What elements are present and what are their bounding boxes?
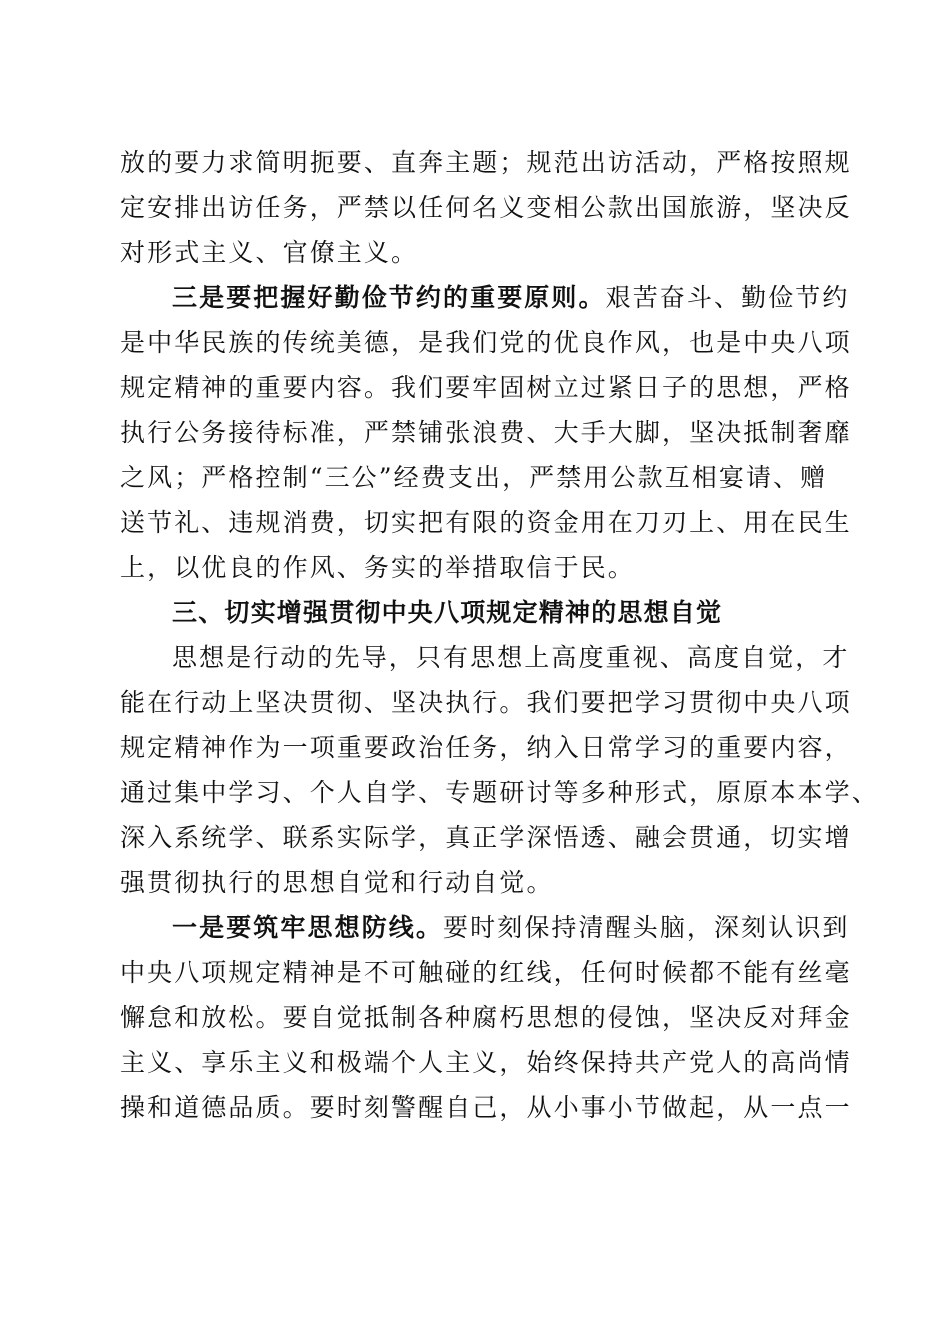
text-line: 深入系统学、联系实际学，真正学深悟透、融会贯通，切实增 [120,823,852,852]
paragraph-1 [120,140,852,275]
text-line [120,275,850,320]
text-line: 是中华民族的传统美德，是我们党的优良作风，也是中央八项 [120,328,852,357]
text-line: 能在行动上坚决贯彻、坚决执行。我们要把学习贯彻中央八项 [120,688,852,717]
text-line: 上，以优良的作风、务实的举措取信于民。 [120,553,635,582]
text-line [120,905,850,950]
paragraph-text: 要时刻保持清醒头脑，深刻认识到 [443,913,850,942]
text-line: 主义、享乐主义和极端个人主义，始终保持共产党人的高尚情 [120,1048,852,1077]
text-line: 强贯彻执行的思想自觉和行动自觉。 [120,868,554,897]
text-line: 操和道德品质。要时刻警醒自己，从小事小节做起，从一点一 [120,1093,852,1122]
text-line: 之风；严格控制“三公”经费支出，严禁用公款互相宴请、赠 [120,463,828,492]
text-line: 通过集中学习、个人自学、专题研讨等多种形式，原原本本学、 [120,778,879,807]
paragraph-lead: 三是要把握好勤俭节约的重要原则。 [172,283,606,312]
text-line: 送节礼、违规消费，切实把有限的资金用在刀刃上、用在民生 [120,508,852,537]
text-line: 中央八项规定精神是不可触碰的红线，任何时候都不能有丝毫 [120,958,852,987]
paragraph-text: 艰苦奋斗、勤俭节约 [605,283,850,312]
text-line: 懈怠和放松。要自觉抵制各种腐朽思想的侵蚀，坚决反对拜金 [120,1003,852,1032]
text-line: 规定精神作为一项重要政治任务，纳入日常学习的重要内容， [120,733,852,762]
text-line: 定安排出访任务，严禁以任何名义变相公款出国旅游，坚决反 [120,193,852,222]
text-line: 执行公务接待标准，严禁铺张浪费、大手大脚，坚决抵制奢靡 [120,418,852,447]
text-line: 思想是行动的先导，只有思想上高度重视、高度自觉，才 [172,643,850,672]
paragraph-2 [120,275,852,590]
text-line: 放的要力求简明扼要、直奔主题；规范出访活动，严格按照规 [120,148,852,177]
section-heading: 三、切实增强贯彻中央八项规定精神的思想自觉 [172,598,723,627]
text-line: 规定精神的重要内容。我们要牢固树立过紧日子的思想，严格 [120,373,852,402]
paragraph-3 [120,635,879,905]
paragraph-lead: 一是要筑牢思想防线。 [172,913,444,942]
paragraph-4 [120,905,852,1130]
document-page [120,140,879,1130]
text-line: 对形式主义、官僚主义。 [120,238,419,267]
